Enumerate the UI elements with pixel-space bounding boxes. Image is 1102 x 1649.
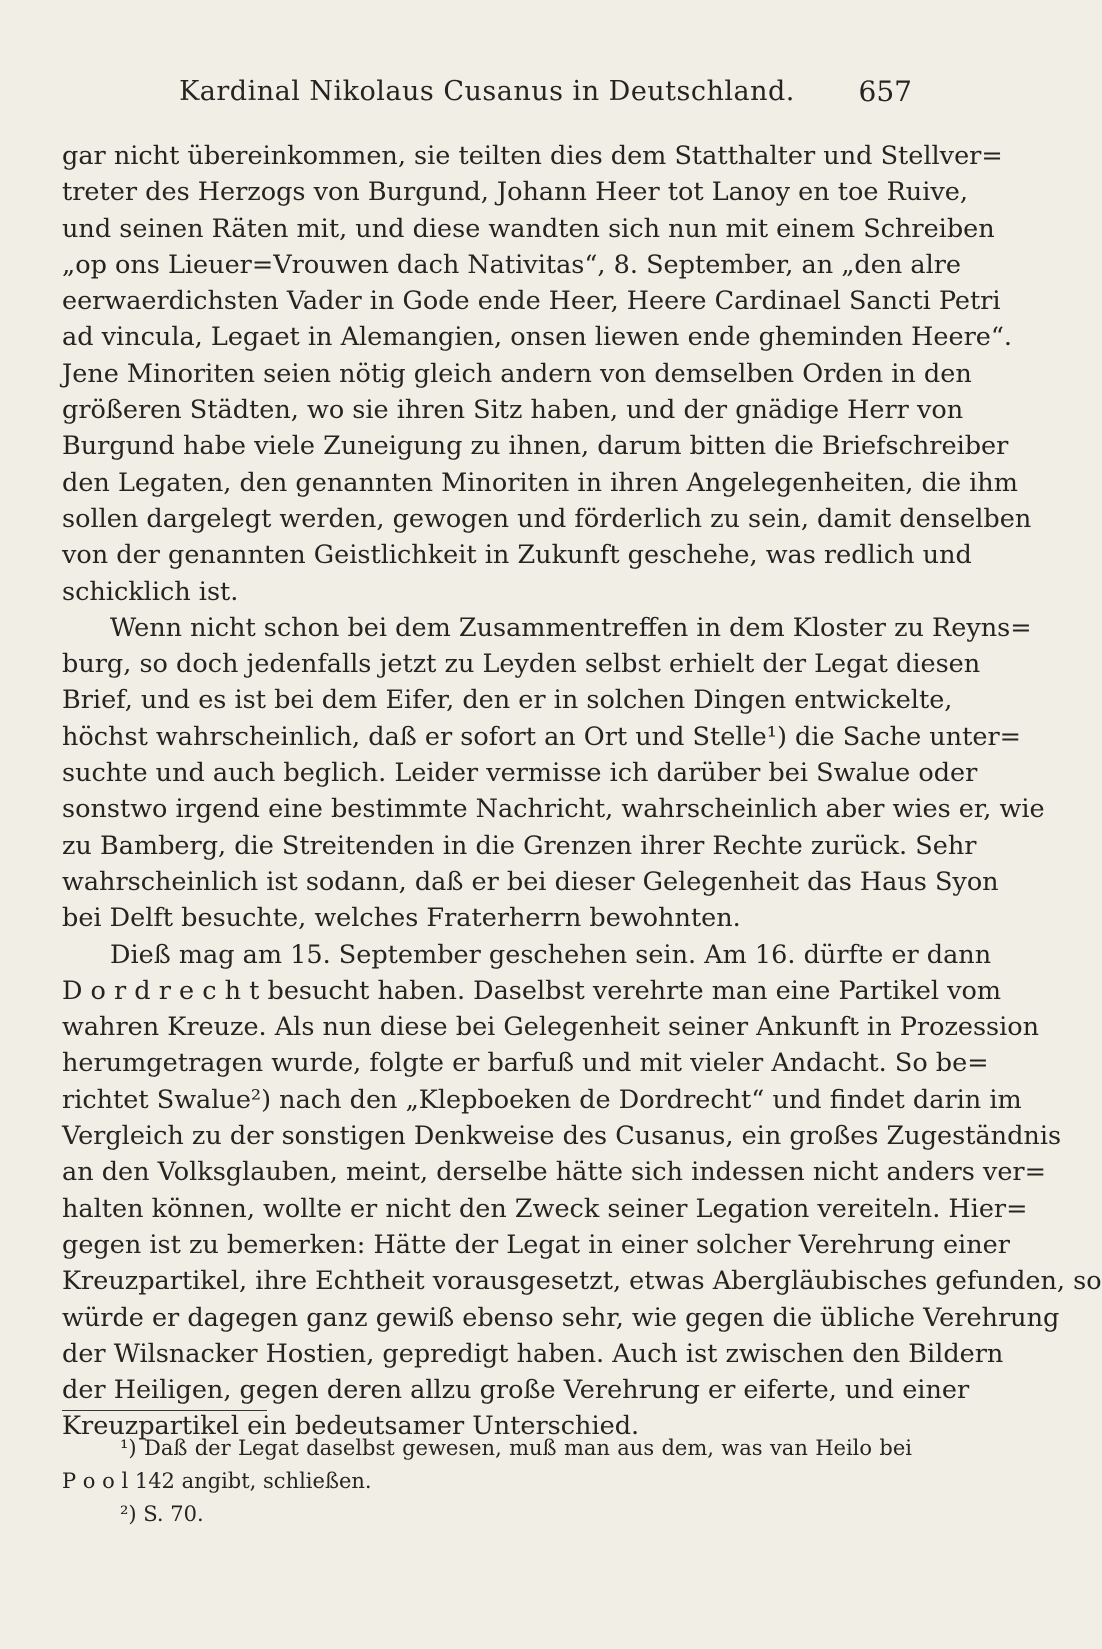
footnotes (62, 1432, 912, 1531)
text-line: höchst wahrscheinlich, daß er sofort an Ort und Stelle¹) die Sache unter= (62, 721, 1022, 752)
text-line: der Wilsnacker Hostien, gepredigt haben. Auch ist zwischen den Bildern (62, 1338, 1004, 1369)
text-line: wahren Kreuze. Als nun diese bei Gelegenheit seiner Ankunft in Prozession (62, 1012, 1040, 1043)
text-line: bei Delft besuchte, welches Fraterherrn bewohnten. (62, 903, 741, 934)
text-line: halten können, wollte er nicht den Zweck seiner Legation vereiteln. Hier= (62, 1193, 1028, 1224)
text-line: zu Bamberg, die Streitenden in die Grenzen ihrer Rechte zurück. Sehr (62, 830, 977, 861)
text-line: Kreuzpartikel ein bedeutsamer Unterschied. (62, 1411, 640, 1442)
text-line: richtet Swalue²) nach den „Klepboeken de Dordrecht“ und findet darin im (62, 1084, 1022, 1115)
text-line: Brief, und es ist bei dem Eifer, den er in solchen Dingen entwickelte, (62, 685, 953, 716)
page-number: 657 (858, 75, 912, 108)
text-line: wahrscheinlich ist sodann, daß er bei dieser Gelegenheit das Haus Syon (62, 866, 999, 897)
text-line: Wenn nicht schon bei dem Zusammentreffen in dem Kloster zu Reyns= (110, 612, 1032, 643)
text-line: eerwaerdichsten Vader in Gode ende Heer, Heere Cardinael Sancti Petri (62, 286, 1001, 317)
running-title: Kardinal Nikolaus Cusanus in Deutschland. (179, 76, 795, 107)
page-header (62, 70, 912, 114)
footnote-line: ¹) Daß der Legat daselbst gewesen, muß man aus dem, was van Heilo bei (120, 1436, 912, 1460)
text-line: und seinen Räten mit, und diese wandten sich nun mit einem Schreiben (62, 213, 995, 244)
text-line: der Heiligen, gegen deren allzu große Verehrung er eiferte, und einer (62, 1375, 970, 1406)
text-line: ad vincula, Legaet in Alemangien, onsen liewen ende gheminden Heere“. (62, 322, 1012, 353)
text-line: suchte und auch beglich. Leider vermisse ich darüber bei Swalue oder (62, 758, 978, 789)
text-line: Burgund habe viele Zuneigung zu ihnen, darum bitten die Briefschreiber (62, 431, 1009, 462)
text-line: burg, so doch jedenfalls jetzt zu Leyden selbst erhielt der Legat diesen (62, 649, 981, 680)
text-line: Dieß mag am 15. September geschehen sein. Am 16. dürfte er dann (110, 939, 992, 970)
text-line: treter des Herzogs von Burgund, Johann Heer tot Lanoy en toe Ruive, (62, 177, 968, 208)
footnote-line: ²) S. 70. (120, 1502, 204, 1526)
text-line: Vergleich zu der sonstigen Denkweise des Cusanus, ein großes Zugeständnis (62, 1121, 1062, 1152)
text-line: „op ons Lieuer=Vrouwen dach Nativitas“, 8. September, an „den alre (62, 249, 962, 280)
text-line: von der genannten Geistlichkeit in Zukunft geschehe, was redlich und (62, 540, 972, 571)
text-line: an den Volksglauben, meint, derselbe hätte sich indessen nicht anders ver= (62, 1157, 1046, 1188)
text-line: schicklich ist. (62, 576, 239, 607)
text-line: sollen dargelegt werden, gewogen und förderlich zu sein, damit denselben (62, 503, 1032, 534)
text-line: würde er dagegen ganz gewiß ebenso sehr, wie gegen die übliche Verehrung (62, 1302, 1060, 1333)
text-line: gar nicht übereinkommen, sie teilten dies dem Statthalter und Stellver= (62, 141, 1003, 171)
text-line: den Legaten, den genannten Minoriten in ihren Angelegenheiten, die ihm (62, 467, 1018, 498)
text-line: herumgetragen wurde, folgte er barfuß und mit vieler Andacht. So be= (62, 1048, 989, 1079)
text-line: D o r d r e c h t besucht haben. Daselbst verehrte man eine Partikel vom (62, 975, 1002, 1006)
body-text (62, 138, 1102, 1445)
text-line: sonstwo irgend eine bestimmte Nachricht, wahrscheinlich aber wies er, wie (62, 794, 1045, 825)
text-line: größeren Städten, wo sie ihren Sitz haben, und der gnädige Herr von (62, 395, 964, 426)
footnote-rule (62, 1410, 267, 1411)
text-line: gegen ist zu bemerken: Hätte der Legat in einer solcher Verehrung einer (62, 1229, 1010, 1260)
text-line: Kreuzpartikel, ihre Echtheit vorausgesetzt, etwas Abergläubisches gefunden, so (62, 1266, 1102, 1297)
text-line: Jene Minoriten seien nötig gleich andern von demselben Orden in den (62, 358, 972, 389)
footnote-line: P o o l 142 angibt, schließen. (62, 1469, 372, 1493)
